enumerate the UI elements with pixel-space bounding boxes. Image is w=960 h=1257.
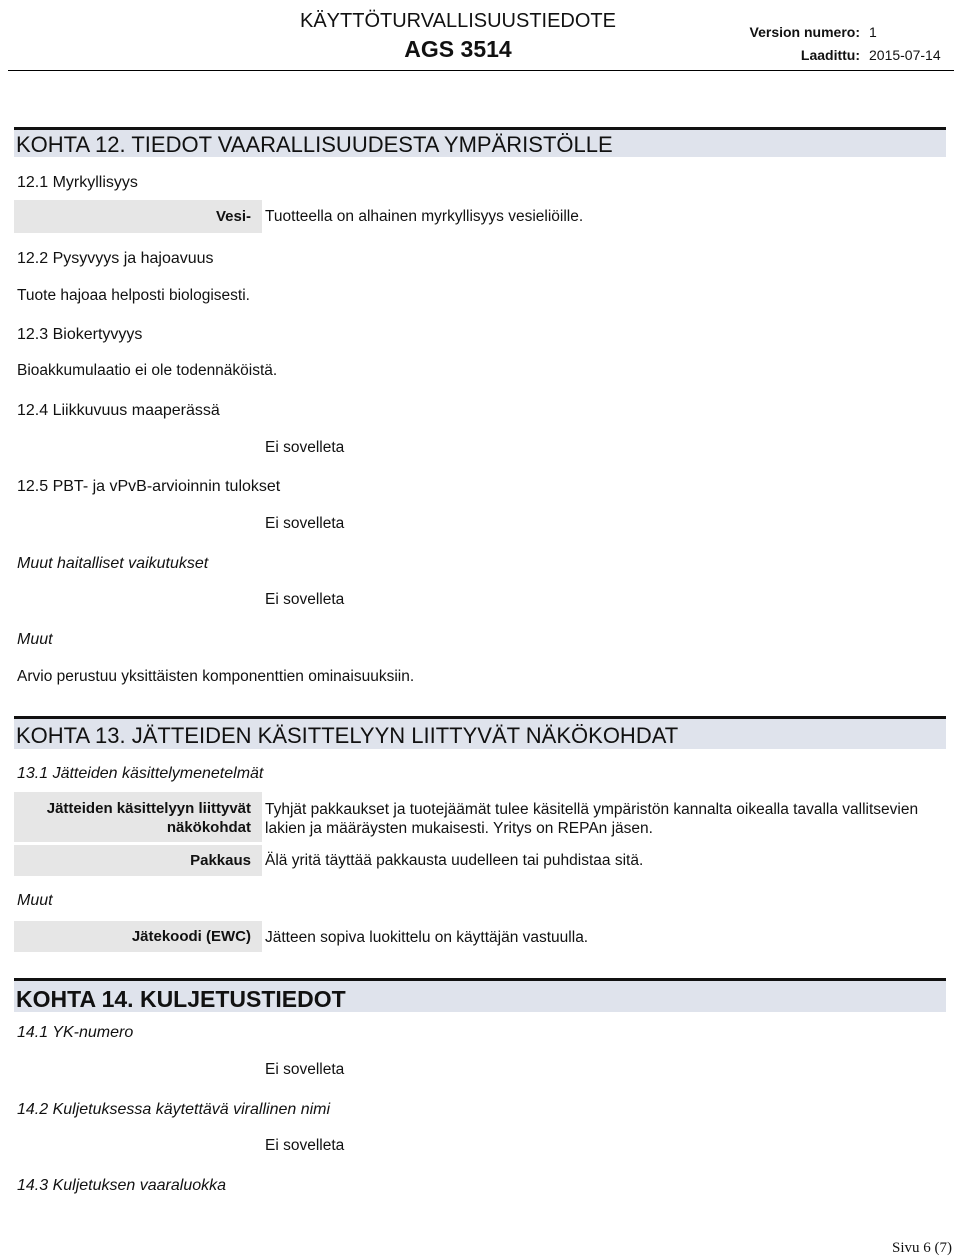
other-effects-heading: Muut haitalliset vaikutukset xyxy=(17,555,209,572)
subsection-12-1-heading: 12.1 Myrkyllisyys xyxy=(17,174,138,191)
un-number-value: Ei sovelleta xyxy=(265,1061,345,1078)
subsection-12-3-heading: 12.3 Biokertyvyys xyxy=(17,326,143,343)
subsection-13-1-heading: 13.1 Jätteiden käsittelymenetelmät xyxy=(17,765,264,782)
packaging-label: Pakkaus xyxy=(14,845,262,876)
packaging-value: Älä yritä täyttää pakkausta uudelleen tai puhdistaa sitä. xyxy=(265,852,644,869)
header-divider xyxy=(8,70,954,71)
created-value: 2015-07-14 xyxy=(869,47,941,63)
other-effects-value: Ei sovelleta xyxy=(265,591,345,608)
bioaccumulation-text: Bioakkumulaatio ei ole todennäköistä. xyxy=(17,362,278,379)
version-label: Version numero: xyxy=(749,24,860,40)
other-heading-13: Muut xyxy=(17,892,53,909)
version-value: 1 xyxy=(869,24,877,40)
degradability-text: Tuote hajoaa helposti biologisesti. xyxy=(17,287,250,304)
mobility-value: Ei sovelleta xyxy=(265,439,345,456)
other-heading-12: Muut xyxy=(17,631,53,648)
ewc-label: Jätekoodi (EWC) xyxy=(14,921,262,952)
page-number: Sivu 6 (7) xyxy=(892,1240,952,1256)
pbt-value: Ei sovelleta xyxy=(265,515,345,532)
waste-handling-value xyxy=(265,800,918,838)
section-12-title: KOHTA 12. TIEDOT VAARALLISUUDESTA YMPÄRISTÖLLE xyxy=(14,127,946,157)
subsection-12-2-heading: 12.2 Pysyvyys ja hajoavuus xyxy=(17,250,214,267)
waste-handling-value-line1: Tyhjät pakkaukset ja tuotejäämät tulee käsitellä ympäristön kannalta oikealla tavalla vallitsevien xyxy=(265,801,919,818)
shipping-name-value: Ei sovelleta xyxy=(265,1137,345,1154)
product-code: AGS 3514 xyxy=(404,36,512,62)
toxicity-row-value: Tuotteella on alhainen myrkyllisyys vesieliöille. xyxy=(265,208,584,225)
toxicity-row-label: Vesi- xyxy=(14,200,262,233)
subsection-14-1-heading: 14.1 YK-numero xyxy=(17,1024,134,1041)
waste-handling-value-line2: lakien ja määräysten mukaisesti. Yritys on REPAn jäsen. xyxy=(265,820,653,837)
document-title: KÄYTTÖTURVALLISUUSTIEDOTE xyxy=(300,10,616,32)
waste-handling-label xyxy=(14,792,262,842)
other-text-12: Arvio perustuu yksittäisten komponenttien ominaisuuksiin. xyxy=(17,668,415,685)
subsection-14-2-heading: 14.2 Kuljetuksessa käytettävä virallinen nimi xyxy=(17,1101,331,1118)
subsection-12-4-heading: 12.4 Liikkuvuus maaperässä xyxy=(17,402,220,419)
section-14-title: KOHTA 14. KULJETUSTIEDOT xyxy=(14,978,946,1012)
waste-handling-label-line2: näkökohdat xyxy=(166,819,251,836)
subsection-14-3-heading: 14.3 Kuljetuksen vaaraluokka xyxy=(17,1177,227,1194)
ewc-value: Jätteen sopiva luokittelu on käyttäjän vastuulla. xyxy=(265,929,589,946)
subsection-12-5-heading: 12.5 PBT- ja vPvB-arvioinnin tulokset xyxy=(17,478,281,495)
waste-handling-label-line1: Jätteiden käsittelyyn liittyvät xyxy=(46,800,251,817)
section-13-title: KOHTA 13. JÄTTEIDEN KÄSITTELYYN LIITTYVÄT NÄKÖKOHDAT xyxy=(14,716,946,749)
created-label: Laadittu: xyxy=(800,47,860,63)
